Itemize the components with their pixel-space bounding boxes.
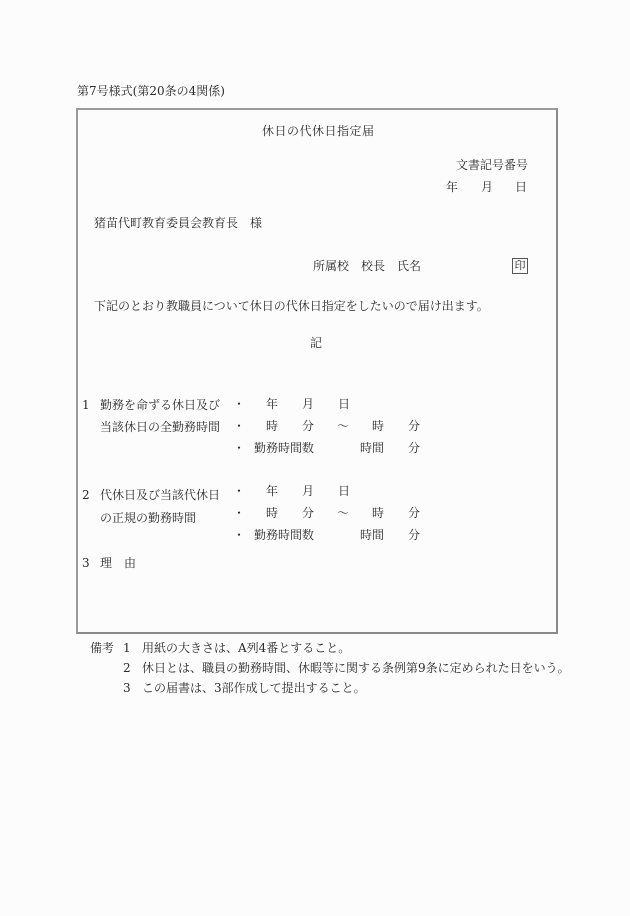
sender-line: 所属校 校長 氏名 bbox=[313, 259, 422, 273]
duration-minutes: 分 bbox=[408, 528, 421, 542]
note-number: 2 bbox=[123, 661, 131, 675]
ki-heading: 記 bbox=[310, 336, 323, 350]
time-tilde: ～ bbox=[337, 419, 350, 433]
time-tilde: ～ bbox=[337, 506, 350, 520]
date-day: 日 bbox=[338, 484, 351, 498]
time-minute-end: 分 bbox=[408, 419, 421, 433]
date-day: 日 bbox=[338, 397, 351, 411]
notes-heading: 備考 bbox=[90, 641, 115, 655]
item-number: 3 bbox=[82, 556, 90, 570]
time-minute-start: 分 bbox=[302, 419, 315, 433]
item-label-line2: 当該休日の全勤務時間 bbox=[100, 420, 221, 434]
note-text: この届書は、3部作成して提出すること。 bbox=[142, 681, 366, 695]
form-number-label: 第7号様式(第20条の4関係) bbox=[77, 84, 225, 98]
duration-label: 勤務時間数 bbox=[254, 441, 315, 455]
time-hour-end: 時 bbox=[372, 506, 385, 520]
time-minute-end: 分 bbox=[408, 506, 421, 520]
note-text: 用紙の大きさは、A列4番とすること。 bbox=[142, 641, 351, 655]
time-hour-start: 時 bbox=[266, 419, 279, 433]
date-day-label: 日 bbox=[515, 180, 528, 194]
duration-minutes: 分 bbox=[408, 441, 421, 455]
bullet: ・ bbox=[233, 441, 246, 455]
date-month-label: 月 bbox=[481, 180, 494, 194]
date-month: 月 bbox=[302, 484, 315, 498]
bullet: ・ bbox=[233, 506, 246, 520]
note-number: 1 bbox=[123, 641, 131, 655]
time-hour-start: 時 bbox=[266, 506, 279, 520]
bullet: ・ bbox=[233, 419, 246, 433]
item-number: 1 bbox=[82, 398, 90, 412]
date-month: 月 bbox=[302, 397, 315, 411]
item-label-reason: 理 由 bbox=[100, 556, 137, 570]
item-label-line1: 勤務を命ずる休日及び bbox=[100, 398, 221, 412]
item-label-line2: の正規の勤務時間 bbox=[100, 511, 197, 525]
seal-stamp-icon: 印 bbox=[512, 258, 528, 274]
duration-hours: 時間 bbox=[360, 528, 385, 542]
bullet: ・ bbox=[233, 484, 246, 498]
statement-text: 下記のとおり教職員について休日の代休日指定をしたいので届け出ます。 bbox=[94, 299, 489, 313]
duration-hours: 時間 bbox=[360, 441, 385, 455]
bullet: ・ bbox=[233, 397, 246, 411]
doc-number-label: 文書記号番号 bbox=[456, 158, 529, 172]
item-number: 2 bbox=[82, 488, 90, 502]
addressee: 猪苗代町教育委員会教育長 様 bbox=[94, 216, 263, 230]
item-label-line1: 代休日及び当該代休日 bbox=[100, 488, 221, 502]
date-year: 年 bbox=[266, 484, 279, 498]
date-year: 年 bbox=[266, 397, 279, 411]
time-hour-end: 時 bbox=[372, 419, 385, 433]
note-number: 3 bbox=[123, 681, 131, 695]
note-text: 休日とは、職員の勤務時間、休暇等に関する条例第9条に定められた日をいう。 bbox=[142, 661, 570, 675]
date-year-label: 年 bbox=[446, 180, 459, 194]
time-minute-start: 分 bbox=[302, 506, 315, 520]
bullet: ・ bbox=[233, 528, 246, 542]
document-title: 休日の代休日指定届 bbox=[262, 124, 375, 138]
duration-label: 勤務時間数 bbox=[254, 528, 315, 542]
